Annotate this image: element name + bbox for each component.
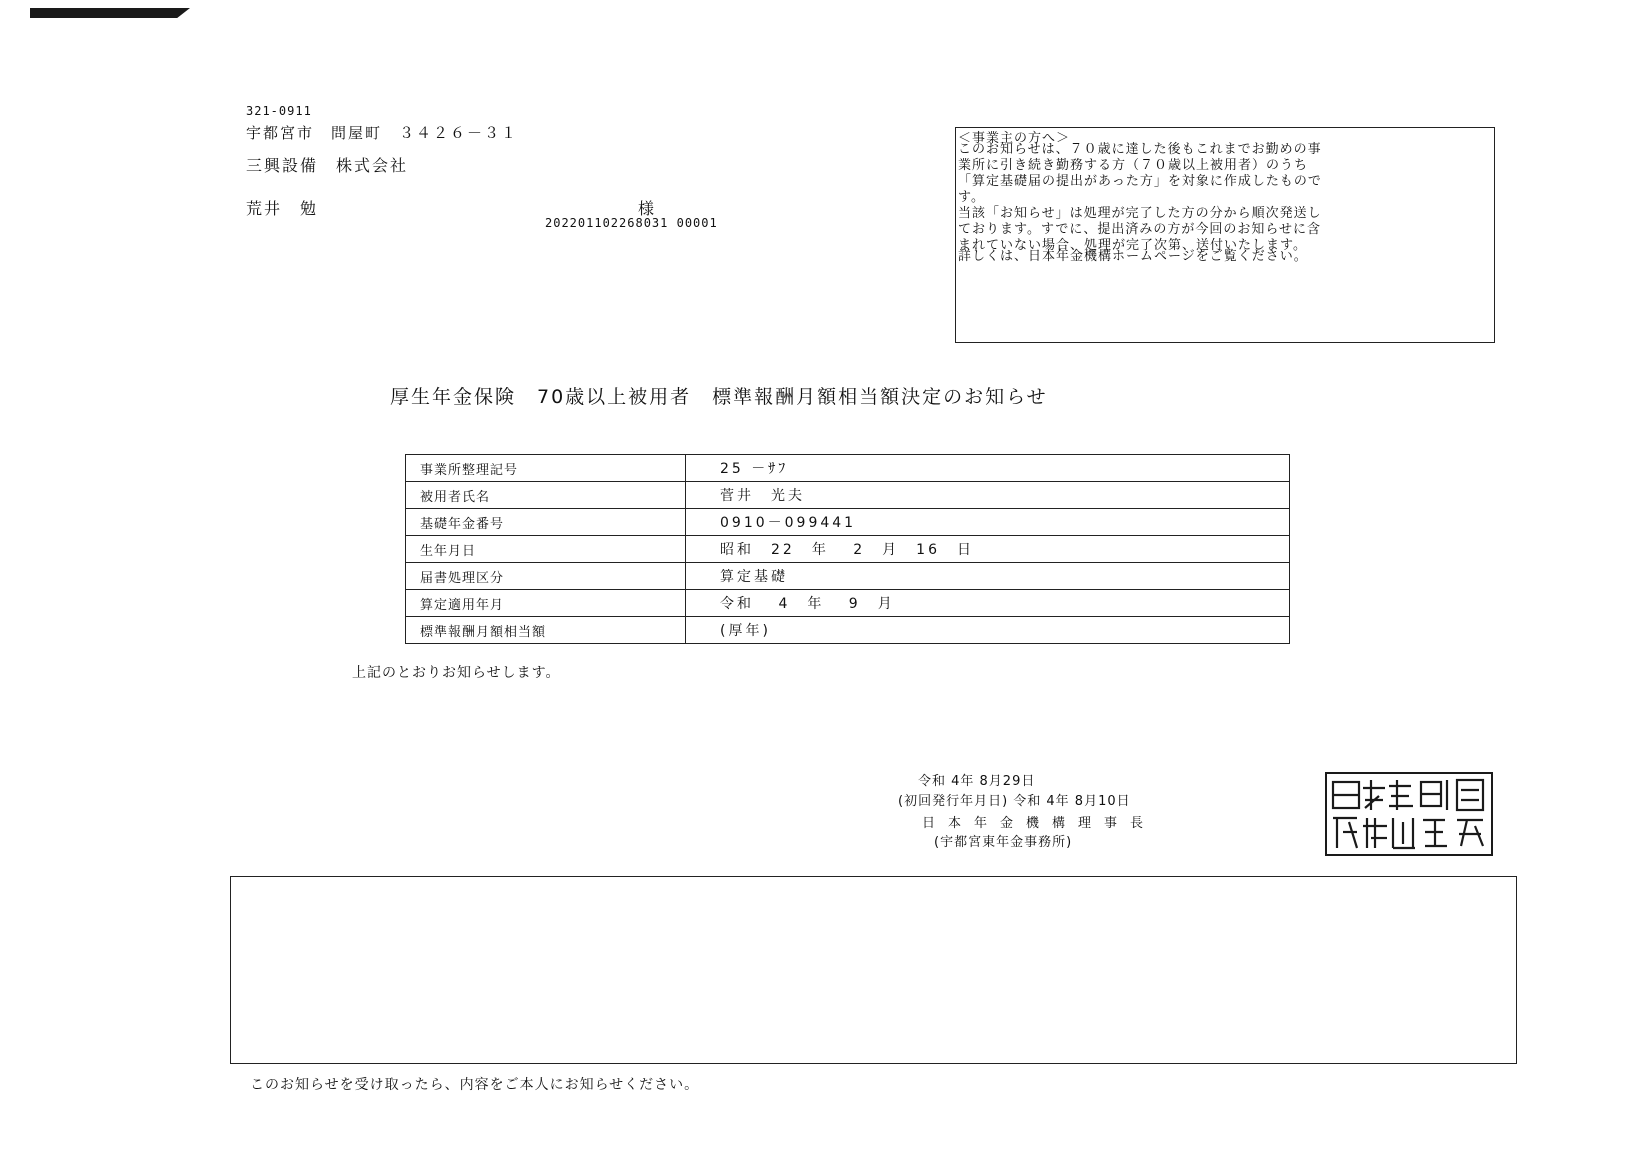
table-row — [406, 536, 1290, 563]
official-seal-icon — [1325, 772, 1493, 856]
issuing-office: (宇都宮東年金事務所) — [934, 835, 1073, 850]
issuer-name: 日本年金機構理事長 — [922, 816, 1157, 831]
table-row — [406, 617, 1290, 644]
issue-date: 令和 4年 8月29日 — [918, 774, 1036, 789]
row-value: 25 －ｻﾌ — [686, 455, 1290, 482]
details-table — [405, 454, 1290, 644]
employer-notice-line: 「算定基礎届の提出があった方」を対象に作成したもので — [958, 174, 1322, 189]
recipient-name: 荒井 勉 — [246, 199, 319, 218]
document-serial: 202201102268031 00001 — [545, 216, 718, 230]
row-label: 被用者氏名 — [406, 482, 686, 509]
row-label: 算定適用年月 — [406, 590, 686, 617]
employer-notice-line: 当該「お知らせ」は処理が完了した方の分から順次発送し — [958, 206, 1322, 221]
employer-notice-heading: ＜事業主の方へ＞ — [958, 131, 1071, 146]
first-issue-date: (初回発行年月日) 令和 4年 8月10日 — [898, 794, 1131, 809]
row-label: 基礎年金番号 — [406, 509, 686, 536]
corner-scan-mark — [30, 8, 190, 18]
employer-notice-text — [958, 142, 1490, 254]
table-row — [406, 590, 1290, 617]
row-value: 0910－099441 — [686, 509, 1290, 536]
table-row — [406, 563, 1290, 590]
employer-notice-line: まれていない場合、処理が完了次第、送付いたします。 — [958, 238, 1307, 253]
remarks-box — [230, 876, 1517, 1064]
row-label: 事業所整理記号 — [406, 455, 686, 482]
employer-notice-footer: 詳しくは、日本年金機構ホームページをご覧ください。 — [958, 249, 1308, 264]
table-row — [406, 482, 1290, 509]
employer-notice-line: ております。すでに、提出済みの方が今回のお知らせに含 — [958, 222, 1321, 237]
recipient-address: 宇都宮市 問屋町 ３４２６－３１ — [246, 124, 519, 142]
document-title: 厚生年金保険 70歳以上被用者 標準報酬月額相当額決定のお知らせ — [390, 386, 1048, 408]
employer-notice-line: 業所に引き続き勤務する方（７０歳以上被用者）のうち — [958, 158, 1309, 173]
postal-code: 321-0911 — [246, 104, 312, 118]
row-value: 算定基礎 — [686, 563, 1290, 590]
closing-statement: 上記のとおりお知らせします。 — [352, 665, 561, 681]
table-row — [406, 509, 1290, 536]
row-label: 生年月日 — [406, 536, 686, 563]
row-label: 届書処理区分 — [406, 563, 686, 590]
table-row — [406, 455, 1290, 482]
row-label: 標準報酬月額相当額 — [406, 617, 686, 644]
footer-note: このお知らせを受け取ったら、内容をご本人にお知らせください。 — [250, 1077, 700, 1093]
row-value: 菅井 光夫 — [686, 482, 1290, 509]
employer-notice-line: このお知らせは、７０歳に達した後もこれまでお勤めの事 — [958, 142, 1322, 157]
row-value: 昭和 22 年 2 月 16 日 — [686, 536, 1290, 563]
recipient-honorific: 様 — [638, 199, 655, 218]
recipient-company: 三興設備 株式会社 — [246, 156, 409, 175]
employer-notice-line: す。 — [958, 190, 985, 205]
row-value: 令和 4 年 9 月 — [686, 590, 1290, 617]
row-value: (厚年) — [686, 617, 1290, 644]
